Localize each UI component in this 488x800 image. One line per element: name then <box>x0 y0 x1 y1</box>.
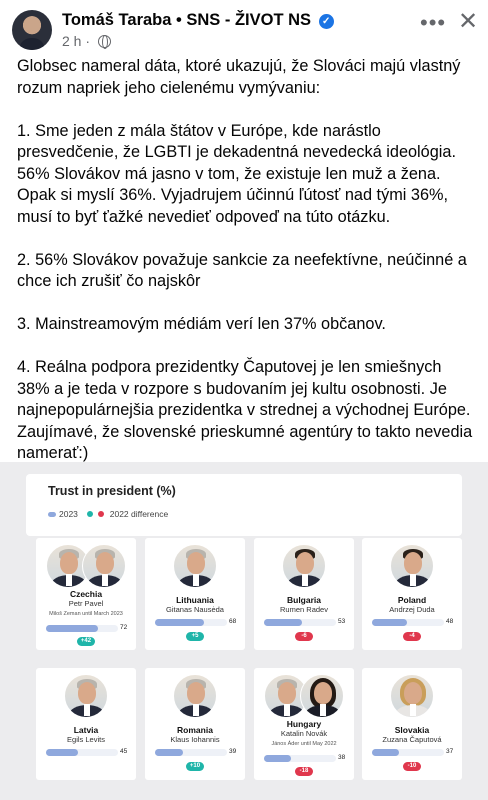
president-footnote: Miloš Zeman until March 2023 <box>49 611 123 617</box>
trust-value-label: 38 <box>338 754 346 761</box>
chart-legend <box>48 509 168 519</box>
trust-bar-track <box>372 749 444 756</box>
president-card-slovakia <box>362 668 462 780</box>
difference-badge: +10 <box>186 762 204 771</box>
trust-bar-track <box>155 749 227 756</box>
president-card-latvia <box>36 668 136 780</box>
trust-bar <box>264 619 302 626</box>
portrait-row <box>254 544 354 592</box>
country-name: Hungary <box>286 719 322 729</box>
legend-2023-swatch <box>48 512 56 517</box>
legend-positive-swatch <box>87 511 93 517</box>
legend-2023: 2023 <box>59 509 78 519</box>
trust-bar-track <box>155 619 227 626</box>
chart-header-panel <box>26 474 462 536</box>
president-card-romania <box>145 668 245 780</box>
trust-value-label: 53 <box>338 618 346 625</box>
difference-badge: -10 <box>403 762 421 771</box>
trust-value-label: 48 <box>446 618 454 625</box>
post-paragraph: 3. Mainstreamovým médiám verí len 37% občanov. <box>17 315 386 333</box>
trust-bar <box>46 749 78 756</box>
trust-bar <box>372 619 407 626</box>
difference-badge: -18 <box>295 767 313 776</box>
president-portrait <box>390 544 434 588</box>
trust-bar-track <box>264 755 336 762</box>
president-name: Zuzana Čaputová <box>382 735 442 744</box>
president-card-poland <box>362 538 462 650</box>
president-portrait <box>173 544 217 588</box>
portrait-row <box>254 674 354 722</box>
trust-bar <box>155 749 183 756</box>
president-name: Rumen Radev <box>280 605 328 614</box>
president-footnote: János Áder until May 2022 <box>271 741 337 747</box>
legend-difference: 2022 difference <box>109 509 169 519</box>
trust-bar <box>372 749 399 756</box>
portrait-row <box>36 674 136 722</box>
portrait-row <box>145 544 245 592</box>
legend-negative-swatch <box>98 511 104 517</box>
president-name: Petr Pavel <box>68 599 104 608</box>
difference-badge: +5 <box>186 632 204 641</box>
president-name: Katalin Novák <box>280 729 328 738</box>
portrait-row <box>362 544 462 592</box>
president-portrait <box>82 544 126 588</box>
trust-bar-track <box>46 749 118 756</box>
portrait-row <box>36 544 136 592</box>
trust-value-label: 68 <box>229 618 237 625</box>
trust-bar-track <box>46 625 118 632</box>
president-card-bulgaria <box>254 538 354 650</box>
post-header <box>0 0 488 56</box>
author-line[interactable] <box>62 11 334 30</box>
post-time[interactable]: 2 h <box>62 33 82 49</box>
portrait-row <box>145 674 245 722</box>
difference-badge: -4 <box>403 632 421 641</box>
post-paragraph: 1. Sme jeden z mála štátov v Európe, kde narástlo presvedčenie, že LGBTI je dekadentná nevedecká ideológia. 56% Slovákov má jasno v tom, že existuje len muž a žena. Opak si myslí 36%. Vyjadrujem účinnú ľútosť nad tými 36%, musí to byť ťažké nevedieť odpoveď na túto otázku. <box>17 121 456 226</box>
verified-icon: ✓ <box>319 14 334 29</box>
trust-bar <box>155 619 204 626</box>
president-name: Klaus Iohannis <box>170 735 220 744</box>
author-name[interactable]: Tomáš Taraba • SNS - ŽIVOT NS <box>62 11 312 29</box>
post-meta <box>62 33 111 49</box>
trust-value-label: 45 <box>120 748 128 755</box>
country-name: Latvia <box>73 725 99 735</box>
trust-value-label: 72 <box>120 624 128 631</box>
president-card-hungary <box>254 668 354 780</box>
difference-badge: +42 <box>77 637 95 646</box>
close-icon[interactable]: ✕ <box>458 8 479 35</box>
country-name: Slovakia <box>394 725 430 735</box>
president-portrait <box>390 674 434 718</box>
country-name: Lithuania <box>176 595 214 605</box>
country-name: Romania <box>177 725 213 735</box>
trust-value-label: 39 <box>229 748 237 755</box>
trust-bar <box>264 755 291 762</box>
post-paragraph: 4. Reálna podpora prezidentky Čaputovej je len smiešnych 38% a je teda v rozpore s budovaním jej kultu osobnosti. Je najnepopulárnejšia prezidentka v strednej a východnej Európe. Zaujímavé, že slovenské prieskumné agentúry to takto nevedia namerať:) <box>17 358 473 462</box>
meta-separator: · <box>85 33 91 49</box>
post-image[interactable] <box>0 462 488 800</box>
president-name: Egils Levits <box>67 735 105 744</box>
author-avatar[interactable] <box>12 10 52 50</box>
trust-bar <box>46 625 98 632</box>
difference-badge: -6 <box>295 632 313 641</box>
globe-icon <box>98 35 111 48</box>
president-name: Andrzej Duda <box>389 605 435 614</box>
post-paragraph: Globsec nameral dáta, ktoré ukazujú, že Slováci majú vlastný rozum napriek jeho cielenému vymývaniu: <box>17 57 461 97</box>
post-text <box>17 56 477 465</box>
president-name: Gitanas Nausėda <box>166 605 224 614</box>
trust-bar-track <box>264 619 336 626</box>
trust-value-label: 37 <box>446 748 454 755</box>
president-portrait <box>282 544 326 588</box>
more-icon[interactable]: ••• <box>420 10 447 35</box>
country-name: Poland <box>397 595 427 605</box>
post-paragraph: 2. 56% Slovákov považuje sankcie za neefektívne, neúčinné a chce ich zrušiť čo najskôr <box>17 250 467 290</box>
country-name: Czechia <box>69 589 103 599</box>
portrait-row <box>362 674 462 722</box>
chart-title: Trust in president (%) <box>48 484 176 498</box>
trust-bar-track <box>372 619 444 626</box>
president-portrait <box>300 674 344 718</box>
president-portrait <box>173 674 217 718</box>
country-name: Bulgaria <box>286 595 321 605</box>
president-card-czechia <box>36 538 136 650</box>
president-portrait <box>64 674 108 718</box>
president-card-lithuania <box>145 538 245 650</box>
